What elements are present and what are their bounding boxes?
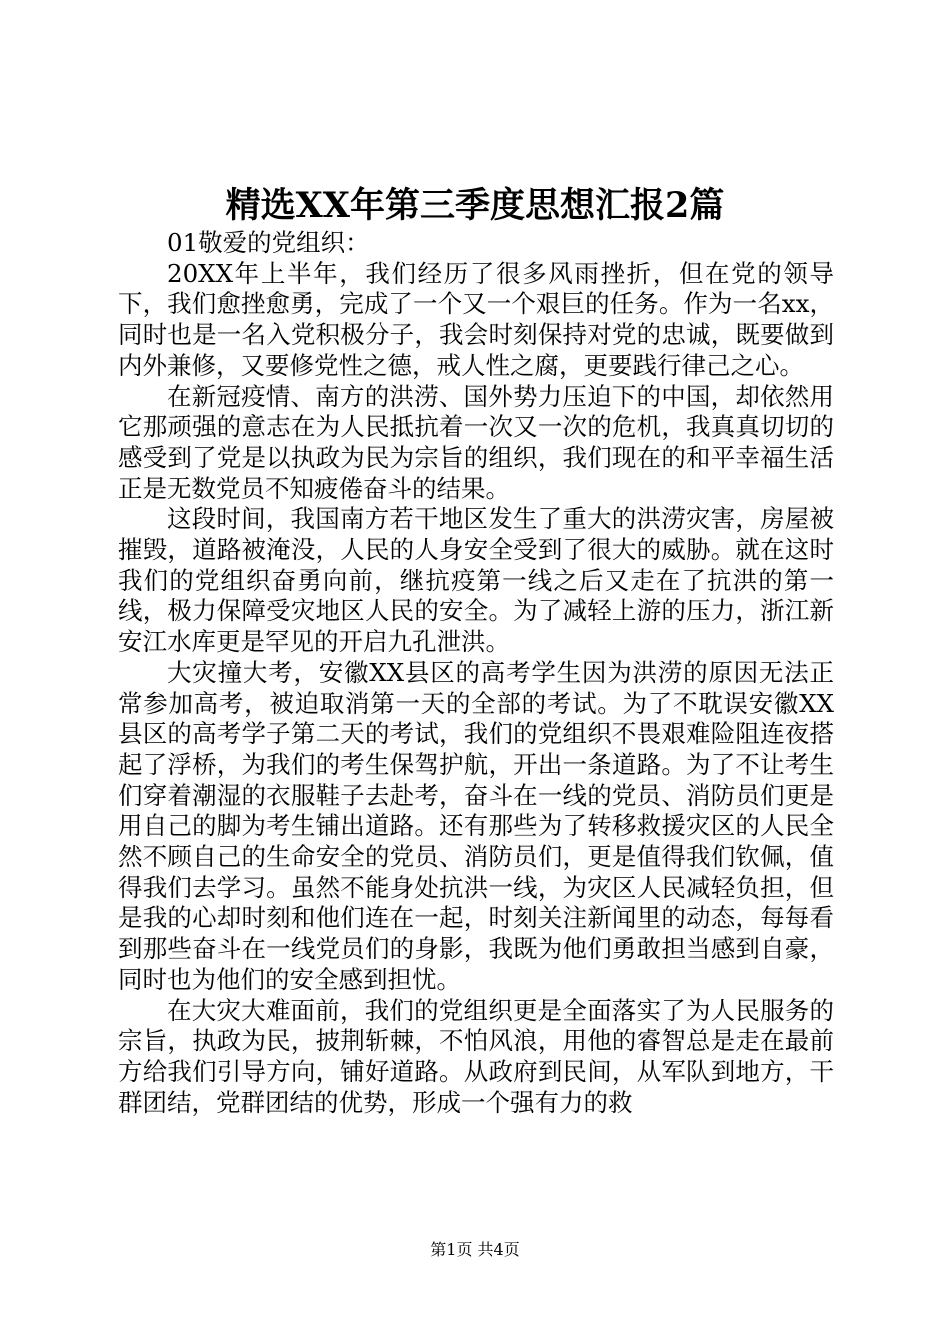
paragraph-1: 20XX年上半年，我们经历了很多风雨挫折，但在党的领导下，我们愈挫愈勇，完成了一个又一个艰巨的任务。作为一名xx，同时也是一名入党积极分子，我会时刻保持对党的忠诚，既要做到内外兼修，又要修党性之德，戒人性之腐，更要践行律己之心。	[118, 258, 834, 380]
page-footer: 第1页 共4页	[430, 1240, 520, 1259]
paragraph-5: 在大灾大难面前，我们的党组织更是全面落实了为人民服务的宗旨，执政为民，披荆斩棘，不怕风浪，用他的睿智总是走在最前方给我们引导方向，铺好道路。从政府到民间，从军队到地方，干群团结，党群团结的优势，形成一个强有力的救	[118, 995, 834, 1117]
paragraph-2: 在新冠疫情、南方的洪涝、国外势力压迫下的中国，却依然用它那顽强的意志在为人民抵抗着一次又一次的危机，我真真切切的感受到了党是以执政为民为宗旨的组织，我们现在的和平幸福生活正是无数党员不知疲倦奋斗的结果。	[118, 381, 834, 503]
document-body	[118, 228, 834, 1118]
paragraph-salutation: 01敬爱的党组织：	[167, 228, 370, 257]
paragraph-3: 这段时间，我国南方若干地区发生了重大的洪涝灾害，房屋被摧毁，道路被淹没，人民的人身安全受到了很大的威胁。就在这时我们的党组织奋勇向前，继抗疫第一线之后又走在了抗洪的第一线，极力保障受灾地区人民的安全。为了减轻上游的压力，浙江新安江水库更是罕见的开启九孔泄洪。	[118, 504, 834, 657]
paragraph-4: 大灾撞大考，安徽XX县区的高考学生因为洪涝的原因无法正常参加高考，被迫取消第一天的全部的考试。为了不耽误安徽XX县区的高考学子第二天的考试，我们的党组织不畏艰难险阻连夜搭起了浮桥，为我们的考生保驾护航，开出一条道路。为了不让考生们穿着潮湿的衣服鞋子去赴考，奋斗在一线的党员、消防员们更是用自己的脚为考生铺出道路。还有那些为了转移救援灾区的人民全然不顾自己的生命安全的党员、消防员们，更是值得我们钦佩，值得我们去学习。虽然不能身处抗洪一线，为灾区人民减轻负担，但是我的心却时刻和他们连在一起，时刻关注新闻里的动态，每每看到那些奋斗在一线党员们的身影，我既为他们勇敢担当感到自豪，同时也为他们的安全感到担忧。	[118, 657, 834, 994]
document-title: 精选XX年第三季度思想汇报2篇	[225, 185, 725, 226]
